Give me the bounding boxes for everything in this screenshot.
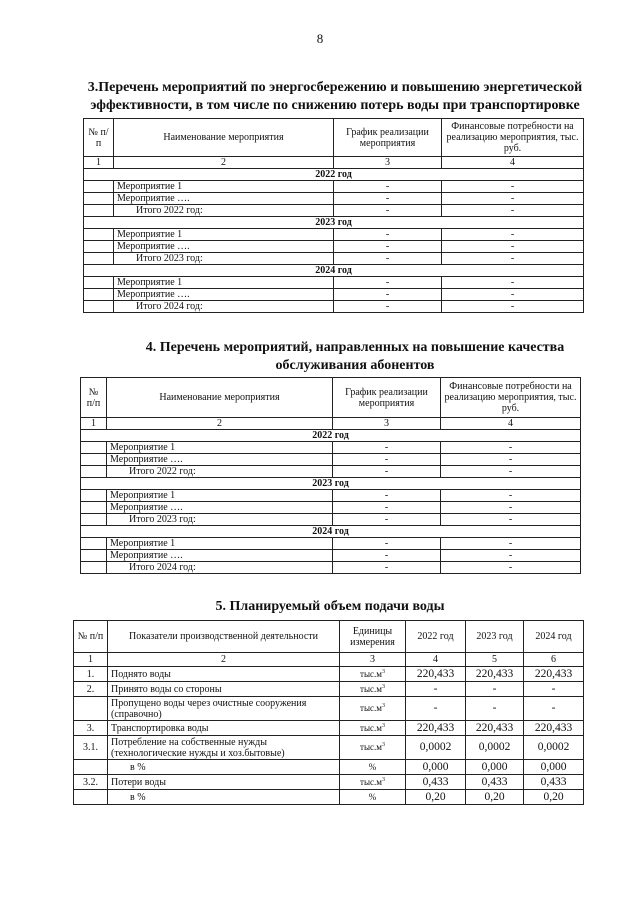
year-row: [84, 217, 584, 229]
col-number: 3: [334, 157, 442, 169]
activity-name: Мероприятие ….: [107, 550, 333, 562]
value-2022: 0,000: [406, 760, 466, 775]
header-2022: 2022 год: [406, 621, 466, 653]
table-row: [81, 490, 581, 502]
col-number: 4: [441, 418, 581, 430]
table-row: [74, 682, 584, 697]
row-number-cell: [84, 229, 114, 241]
unit-cell: [340, 682, 406, 697]
finance-value: -: [441, 490, 581, 502]
table-row: [81, 502, 581, 514]
col-number: 2: [108, 653, 340, 667]
col-number: 2: [114, 157, 334, 169]
section3-title-line2: эффективности, в том числе по снижению потерь воды при транспортировке: [90, 98, 580, 113]
activity-name: Мероприятие 1: [107, 490, 333, 502]
table-row: [81, 466, 581, 478]
indicator-name: в %: [108, 790, 340, 805]
row-number-cell: [84, 193, 114, 205]
row-number-cell: [84, 253, 114, 265]
activity-name: Мероприятие ….: [114, 241, 334, 253]
row-number: [74, 697, 108, 721]
value-2022: 0,0002: [406, 736, 466, 760]
schedule-value: -: [334, 277, 442, 289]
row-number: 1.: [74, 667, 108, 682]
indicator-name: Поднято воды: [108, 667, 340, 682]
value-2023: -: [466, 682, 524, 697]
unit-label: тыс.м: [360, 776, 382, 787]
activity-name: Итого 2022 год:: [107, 466, 333, 478]
table-row: [84, 181, 584, 193]
finance-value: -: [442, 241, 584, 253]
year-label: 2023 год: [81, 478, 581, 490]
header-number: № п/п: [81, 378, 107, 418]
value-2024: 0,433: [524, 775, 584, 790]
value-2024: 0,20: [524, 790, 584, 805]
year-label: 2022 год: [81, 430, 581, 442]
col-number: 3: [333, 418, 441, 430]
value-2022: -: [406, 697, 466, 721]
unit-superscript: 3: [381, 668, 385, 675]
value-2023: 220,433: [466, 721, 524, 736]
finance-value: -: [442, 205, 584, 217]
unit-label: тыс.м: [360, 668, 382, 679]
value-2022: 0,20: [406, 790, 466, 805]
schedule-value: -: [333, 454, 441, 466]
activity-name: Мероприятие 1: [114, 277, 334, 289]
section3-table: [83, 118, 584, 313]
finance-value: -: [442, 277, 584, 289]
header-unit: Единицы измерения: [340, 621, 406, 653]
finance-value: -: [441, 562, 581, 574]
row-number-cell: [84, 181, 114, 193]
value-2024: 0,0002: [524, 736, 584, 760]
activity-name: Мероприятие 1: [114, 229, 334, 241]
col-number: 1: [81, 418, 107, 430]
row-number-cell: [81, 466, 107, 478]
header-2024: 2024 год: [524, 621, 584, 653]
unit-cell: [340, 736, 406, 760]
section5-table: [73, 620, 584, 805]
table-row: [84, 301, 584, 313]
schedule-value: -: [333, 466, 441, 478]
schedule-value: -: [334, 193, 442, 205]
indicator-name: в %: [108, 760, 340, 775]
table-row: [84, 289, 584, 301]
value-2022: 220,433: [406, 667, 466, 682]
table-row: [81, 538, 581, 550]
unit-cell: [340, 775, 406, 790]
schedule-value: -: [334, 181, 442, 193]
col-number: 4: [442, 157, 584, 169]
section3-title: [80, 79, 590, 115]
table-row: [84, 253, 584, 265]
unit-cell: [340, 667, 406, 682]
schedule-value: -: [333, 442, 441, 454]
row-number: 3.1.: [74, 736, 108, 760]
activity-name: Мероприятие ….: [107, 502, 333, 514]
finance-value: -: [442, 193, 584, 205]
activity-name: Итого 2023 год:: [107, 514, 333, 526]
table-row: [81, 550, 581, 562]
indicator-name: Потери воды: [108, 775, 340, 790]
unit-cell: [340, 697, 406, 721]
activity-name: Мероприятие ….: [107, 454, 333, 466]
value-2024: 220,433: [524, 667, 584, 682]
table-row: [81, 514, 581, 526]
finance-value: -: [441, 538, 581, 550]
finance-value: -: [442, 289, 584, 301]
col-number: 4: [406, 653, 466, 667]
row-number-cell: [81, 490, 107, 502]
year-label: 2023 год: [84, 217, 584, 229]
header-finance: Финансовые потребности на реализацию мероприятия, тыс. руб.: [442, 119, 584, 157]
activity-name: Мероприятие ….: [114, 193, 334, 205]
header-schedule: График реализации мероприятия: [333, 378, 441, 418]
unit-superscript: 3: [381, 722, 385, 729]
schedule-value: -: [334, 229, 442, 241]
section4-title-line2: обслуживания абонентов: [275, 358, 435, 373]
finance-value: -: [442, 229, 584, 241]
value-2022: 220,433: [406, 721, 466, 736]
schedule-value: -: [333, 490, 441, 502]
indicator-name: Принято воды со стороны: [108, 682, 340, 697]
unit-cell: [340, 790, 406, 805]
finance-value: -: [442, 181, 584, 193]
unit-label: тыс.м: [360, 742, 382, 752]
schedule-value: -: [334, 289, 442, 301]
unit-label: тыс.м: [360, 722, 382, 733]
row-number: 2.: [74, 682, 108, 697]
schedule-value: -: [334, 301, 442, 313]
table-row: [84, 241, 584, 253]
finance-value: -: [441, 514, 581, 526]
value-2024: -: [524, 682, 584, 697]
activity-name: Итого 2024 год:: [107, 562, 333, 574]
unit-superscript: 3: [381, 742, 385, 748]
activity-name: Мероприятие 1: [114, 181, 334, 193]
value-2023: 220,433: [466, 667, 524, 682]
finance-value: -: [441, 550, 581, 562]
year-row: [81, 478, 581, 490]
row-number-cell: [81, 454, 107, 466]
activity-name: Итого 2022 год:: [114, 205, 334, 217]
table-row: [74, 760, 584, 775]
header-activity-name: Наименование мероприятия: [107, 378, 333, 418]
header-number: № п/п: [74, 621, 108, 653]
indicator-name: Потребление на собственные нужды (технологические нужды и хоз.бытовые): [108, 736, 340, 760]
header-number: № п/п: [84, 119, 114, 157]
activity-name: Итого 2023 год:: [114, 253, 334, 265]
section4-title-line1: 4. Перечень мероприятий, направленных на повышение качества: [145, 340, 565, 355]
header-activity-name: Наименование мероприятия: [114, 119, 334, 157]
value-2024: -: [524, 697, 584, 721]
row-number-cell: [81, 502, 107, 514]
schedule-value: -: [333, 538, 441, 550]
value-2023: 0,20: [466, 790, 524, 805]
row-number-cell: [84, 241, 114, 253]
table-row: [74, 736, 584, 760]
row-number-cell: [84, 289, 114, 301]
value-2024: 220,433: [524, 721, 584, 736]
year-label: 2024 год: [81, 526, 581, 538]
header-2023: 2023 год: [466, 621, 524, 653]
row-number: [74, 760, 108, 775]
year-row: [81, 430, 581, 442]
section4-title: [100, 339, 610, 375]
row-number-cell: [84, 205, 114, 217]
finance-value: -: [441, 502, 581, 514]
activity-name: Итого 2024 год:: [114, 301, 334, 313]
schedule-value: -: [333, 562, 441, 574]
page-number: 8: [316, 31, 324, 46]
indicator-name: Пропущено воды через очистные сооружения (справочно): [108, 697, 340, 721]
schedule-value: -: [334, 241, 442, 253]
unit-superscript: 3: [381, 776, 385, 783]
year-label: 2022 год: [84, 169, 584, 181]
table-row: [74, 667, 584, 682]
value-2023: 0,433: [466, 775, 524, 790]
value-2022: -: [406, 682, 466, 697]
col-number: 2: [107, 418, 333, 430]
table-row: [84, 193, 584, 205]
section5-title: 5. Планируемый объем подачи воды: [215, 599, 445, 614]
row-number-cell: [81, 550, 107, 562]
schedule-value: -: [333, 514, 441, 526]
year-row: [81, 526, 581, 538]
unit-superscript: 3: [381, 683, 385, 690]
header-indicator: Показатели производственной деятельности: [108, 621, 340, 653]
unit-cell: [340, 760, 406, 775]
unit-label: тыс.м: [360, 703, 382, 713]
schedule-value: -: [334, 253, 442, 265]
activity-name: Мероприятие 1: [107, 442, 333, 454]
indicator-name: Транспортировка воды: [108, 721, 340, 736]
row-number-cell: [81, 538, 107, 550]
finance-value: -: [441, 454, 581, 466]
table-row: [74, 790, 584, 805]
schedule-value: -: [333, 550, 441, 562]
col-number: 1: [84, 157, 114, 169]
section3-title-line1: 3.Перечень мероприятий по энергосбережению и повышению энергетической: [87, 80, 583, 95]
header-schedule: График реализации мероприятия: [334, 119, 442, 157]
value-2023: 0,000: [466, 760, 524, 775]
table-row: [74, 697, 584, 721]
year-label: 2024 год: [84, 265, 584, 277]
unit-label: %: [368, 761, 377, 772]
table-row: [84, 229, 584, 241]
year-row: [84, 169, 584, 181]
table-row: [81, 454, 581, 466]
col-number: 6: [524, 653, 584, 667]
unit-label: тыс.м: [360, 683, 382, 694]
table-row: [81, 442, 581, 454]
col-number: 3: [340, 653, 406, 667]
col-number: 1: [74, 653, 108, 667]
finance-value: -: [442, 253, 584, 265]
row-number: 3.2.: [74, 775, 108, 790]
year-row: [84, 265, 584, 277]
row-number: [74, 790, 108, 805]
value-2022: 0,433: [406, 775, 466, 790]
schedule-value: -: [334, 205, 442, 217]
table-row: [84, 205, 584, 217]
table-row: [74, 721, 584, 736]
unit-label: %: [368, 791, 377, 802]
header-finance: Финансовые потребности на реализацию мероприятия, тыс. руб.: [441, 378, 581, 418]
table-row: [84, 277, 584, 289]
row-number-cell: [84, 301, 114, 313]
finance-value: -: [442, 301, 584, 313]
col-number: 5: [466, 653, 524, 667]
unit-superscript: 3: [381, 703, 385, 709]
finance-value: -: [441, 442, 581, 454]
value-2023: -: [466, 697, 524, 721]
value-2024: 0,000: [524, 760, 584, 775]
table-row: [74, 775, 584, 790]
unit-cell: [340, 721, 406, 736]
row-number: 3.: [74, 721, 108, 736]
finance-value: -: [441, 466, 581, 478]
table-row: [81, 562, 581, 574]
value-2023: 0,0002: [466, 736, 524, 760]
row-number-cell: [81, 442, 107, 454]
activity-name: Мероприятие 1: [107, 538, 333, 550]
row-number-cell: [81, 514, 107, 526]
schedule-value: -: [333, 502, 441, 514]
row-number-cell: [81, 562, 107, 574]
activity-name: Мероприятие ….: [114, 289, 334, 301]
row-number-cell: [84, 277, 114, 289]
section4-table: [80, 377, 581, 574]
